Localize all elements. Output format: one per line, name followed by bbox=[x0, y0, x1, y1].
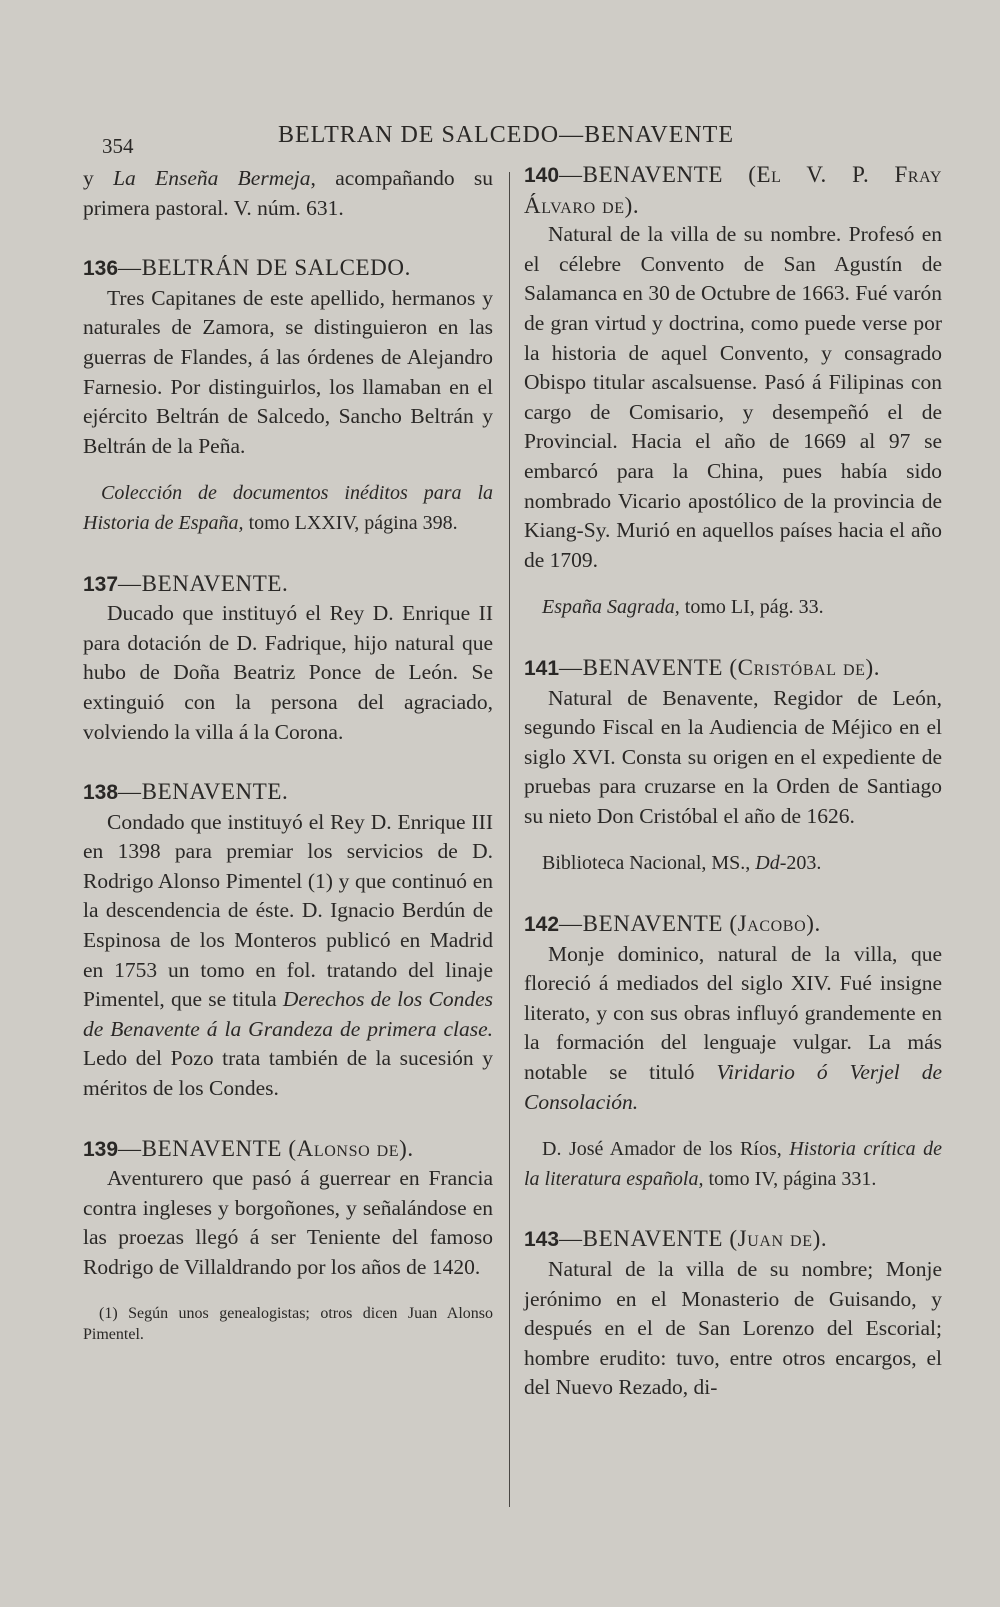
entry-name-end: ). bbox=[812, 1226, 828, 1252]
entry-name: —BENAVENTE. bbox=[118, 570, 289, 596]
reference-detail: tomo LXXIV, página 398. bbox=[243, 511, 458, 534]
continuation-title: La Enseña Bermeja bbox=[113, 166, 311, 190]
entry-name: —BENAVENTE ( bbox=[559, 654, 738, 680]
entry-name-smallcaps: Jacobo bbox=[737, 911, 807, 937]
running-head: BELTRAN DE SALCEDO—BENAVENTE bbox=[278, 122, 735, 148]
entry-heading bbox=[524, 160, 942, 220]
entry-number: 142 bbox=[524, 913, 560, 937]
reference-detail: -203. bbox=[779, 852, 822, 875]
footnote: (1) Según unos genealogistas; otros dicen Juan Alonso Pimentel. bbox=[83, 1304, 493, 1343]
entry-reference bbox=[524, 849, 942, 879]
entry-heading bbox=[83, 777, 493, 808]
entry-name: —BENAVENTE ( bbox=[559, 162, 757, 187]
entry-heading bbox=[524, 1224, 942, 1255]
entry-name: —BENAVENTE. bbox=[118, 779, 289, 805]
entry-name: —BELTRÁN DE SALCEDO. bbox=[118, 255, 411, 281]
entry-number: 138 bbox=[83, 781, 119, 805]
reference-author: D. José Amador de los Ríos, bbox=[542, 1138, 790, 1161]
reference-source: Biblioteca Nacional, MS., bbox=[542, 852, 756, 875]
entry-text-part: Ledo del Pozo trata también de la sucesión y méritos de los Condes. bbox=[83, 1046, 493, 1101]
entry-reference bbox=[83, 479, 493, 538]
entry-137 bbox=[83, 569, 493, 748]
entry-heading bbox=[83, 253, 493, 284]
entry-number: 136 bbox=[83, 257, 119, 281]
entry-name-smallcaps: Juan de bbox=[737, 1226, 813, 1252]
left-column bbox=[83, 164, 493, 1345]
entry-heading bbox=[83, 569, 493, 600]
entry-text: Natural de la villa de su nombre. Profesó en el célebre Convento de San Agustín de Salamanca en 30 de Octubre de 1663. Fué varón de gran virtud y doctrina, como puede verse por la historia de aquel Convento, y consagrado Obispo titular ascalsuense. Pasó á Filipinas con cargo de Comisario, y desempeñó el de Provincial. Hacia el año de 1669 al 97 se embarcó para la China, pues había sido nombrado Vicario apostólico de la provincia de Kiang-Sy. Murió en aquellos países hacia el año de 1709. bbox=[524, 222, 942, 572]
reference-title: España Sagrada, bbox=[542, 596, 680, 619]
continuation-paragraph bbox=[83, 164, 493, 223]
entry-text: Ducado que instituyó el Rey D. Enrique II para dotación de D. Fadrique, hijo natural que hubo de Doña Beatriz Ponce de León. Se extinguió con la persona del agraciado, volviendo la villa á la Corona. bbox=[83, 601, 493, 744]
entry-number: 141 bbox=[524, 656, 560, 680]
entry-text: Tres Capitanes de este apellido, hermanos y naturales de Zamora, se distinguieron en las guerras de Flandes, á las órdenes de Alejandro Farnesio. Por distinguirlos, los llamaban en el ejército Beltrán de Salcedo, Sancho Beltrán y Beltrán de la Peña. bbox=[83, 285, 493, 458]
entry-text: Natural de Benavente, Regidor de León, segundo Fiscal en la Audiencia de Méjico en el siglo XVI. Consta su origen en el expediente de pruebas para cruzarse en la Orden de Santiago su nieto Don Cristóbal el año de 1626. bbox=[524, 685, 942, 828]
entry-text bbox=[524, 940, 942, 1118]
entry-text: Natural de la villa de su nombre; Monje jerónimo en el Monasterio de Guisando, y después en el de San Lorenzo del Escorial; hombre erudito: tuvo, entre otros encargos, el del Nuevo Rezado, di- bbox=[524, 1257, 942, 1400]
entry-reference bbox=[524, 1135, 942, 1194]
continuation-text-end: , acompañando su primera pastoral. V. núm. 631. bbox=[83, 166, 494, 220]
entry-name-smallcaps: Cristóbal de bbox=[737, 654, 866, 680]
entry-name-end: ). bbox=[865, 654, 881, 680]
entry-heading bbox=[524, 653, 942, 684]
page-header bbox=[0, 118, 1000, 158]
entry-name: —BENAVENTE ( bbox=[118, 1135, 297, 1161]
entry-text: Aventurero que pasó á guerrear en Francia contra ingleses y borgoñones, y señalándose en las proezas llegó á ser Teniente del famoso Rodrigo de Villaldrando por los años de 1420. bbox=[83, 1166, 493, 1279]
page-number: 354 bbox=[102, 134, 134, 158]
entry-143 bbox=[524, 1224, 942, 1403]
entry-reference bbox=[524, 593, 942, 623]
column-divider bbox=[509, 172, 510, 1507]
entry-text-part: Condado que instituyó el Rey D. Enrique III en 1398 para premiar los servicios de D. Rodrigo Alonso Pimentel (1) y que continuó en la descendencia de éste. D. Ignacio Berdún de Espinosa de los Monteros publicó en Madrid en 1753 un tomo en fol. tratando del linaje Pimentel, que se titula bbox=[83, 809, 493, 1012]
entry-number: 140 bbox=[524, 164, 560, 187]
entry-136 bbox=[83, 253, 493, 538]
right-column bbox=[524, 160, 942, 1403]
book-title: Derechos de los Condes de Benavente á la Grandeza de primera clase. bbox=[83, 987, 493, 1041]
entry-number: 143 bbox=[524, 1228, 560, 1252]
entry-number: 137 bbox=[83, 572, 119, 596]
entry-140 bbox=[524, 160, 942, 623]
entry-name-smallcaps: El V. P. Fray Álvaro de bbox=[524, 162, 942, 218]
reference-detail: tomo LI, pág. 33. bbox=[679, 596, 824, 619]
entry-141 bbox=[524, 653, 942, 879]
book-title: Viridario ó Verjel de Consolación. bbox=[524, 1060, 942, 1114]
entry-name-end: ). bbox=[399, 1135, 414, 1161]
entry-name-end: ). bbox=[624, 192, 640, 218]
entry-number: 139 bbox=[83, 1137, 119, 1161]
entry-heading bbox=[83, 1134, 493, 1165]
entry-name: —BENAVENTE ( bbox=[559, 1226, 738, 1252]
reference-detail: tomo IV, página 331. bbox=[703, 1167, 877, 1190]
reference-title: Dd bbox=[755, 852, 780, 875]
entry-138 bbox=[83, 777, 493, 1104]
entry-name-end: ). bbox=[806, 911, 821, 937]
reference-title: Colección de documentos inéditos para la Historia de España, bbox=[83, 482, 493, 534]
entry-142 bbox=[524, 909, 942, 1194]
entry-139 bbox=[83, 1134, 493, 1283]
entry-name-smallcaps: Alonso de bbox=[296, 1135, 400, 1161]
continuation-text: y bbox=[83, 166, 114, 190]
entry-heading bbox=[524, 909, 942, 940]
entry-text bbox=[83, 808, 493, 1104]
entry-name: —BENAVENTE ( bbox=[559, 911, 738, 937]
entry-text-part: Monje dominico, natural de la villa, que floreció á mediados del siglo XIV. Fué insigne literato, y con sus obras influyó grandemente en la formación del lenguaje vulgar. La más notable se tituló bbox=[524, 941, 942, 1085]
reference-title: Historia crítica de la literatura española, bbox=[524, 1138, 943, 1190]
